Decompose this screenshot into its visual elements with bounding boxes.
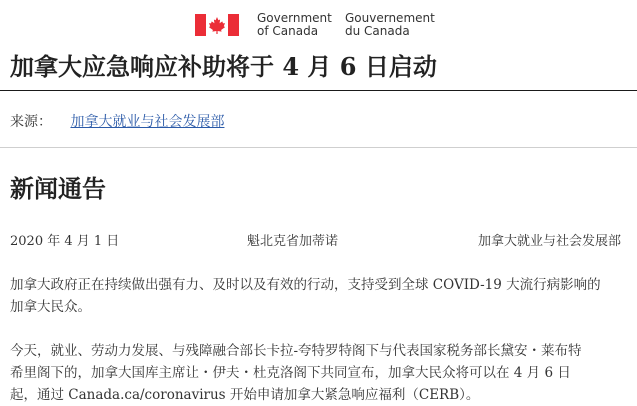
canada-flag-icon [195, 14, 239, 36]
paragraph-1-line-1: 加拿大政府正在持续做出强有力、及时以及有效的行动，支持受到全球 COVID-19 大流行病影响的 [10, 277, 601, 293]
government-signature-fr [345, 12, 435, 38]
source-label: 来源： [10, 114, 52, 130]
source-row [10, 113, 224, 131]
release-date: 2020 年 4 月 1 日 [10, 234, 120, 249]
signature-en-line-1: Government [257, 11, 332, 25]
source-link[interactable]: 加拿大就业与社会发展部 [70, 114, 225, 130]
signature-en-line-2: of Canada [257, 24, 319, 38]
body-paragraph-2 [10, 340, 627, 406]
body-paragraph-1 [10, 274, 627, 318]
news-release-heading: 新闻通告 [10, 174, 106, 203]
signature-fr-line-2: du Canada [345, 24, 410, 38]
paragraph-2-line-3: 起，通过 Canada.ca/coronavirus 开始申请加拿大紧急响应福利（CERB）。 [10, 387, 480, 403]
government-header [0, 0, 637, 48]
source-divider [0, 147, 637, 148]
signature-fr-line-1: Gouvernement [345, 11, 435, 25]
page-title: 加拿大应急响应补助将于 4 月 6 日启动 [10, 52, 437, 81]
release-location: 魁北克省加蒂诺 [247, 234, 339, 249]
paragraph-2-line-2: 希里阁下的，加拿大国库主席让・伊夫・杜克洛阁下共同宣布，加拿大民众将可以在 4 月 6 日 [10, 365, 571, 381]
paragraph-2-line-1: 今天，就业、劳动力发展、与残障融合部长卡拉-夸特罗特阁下与代表国家税务部长黛安・莱布特 [10, 343, 582, 359]
paragraph-1-line-2: 加拿大民众。 [10, 299, 91, 315]
title-divider [0, 90, 637, 91]
government-signature-en [257, 12, 332, 38]
release-department: 加拿大就业与社会发展部 [477, 234, 621, 249]
